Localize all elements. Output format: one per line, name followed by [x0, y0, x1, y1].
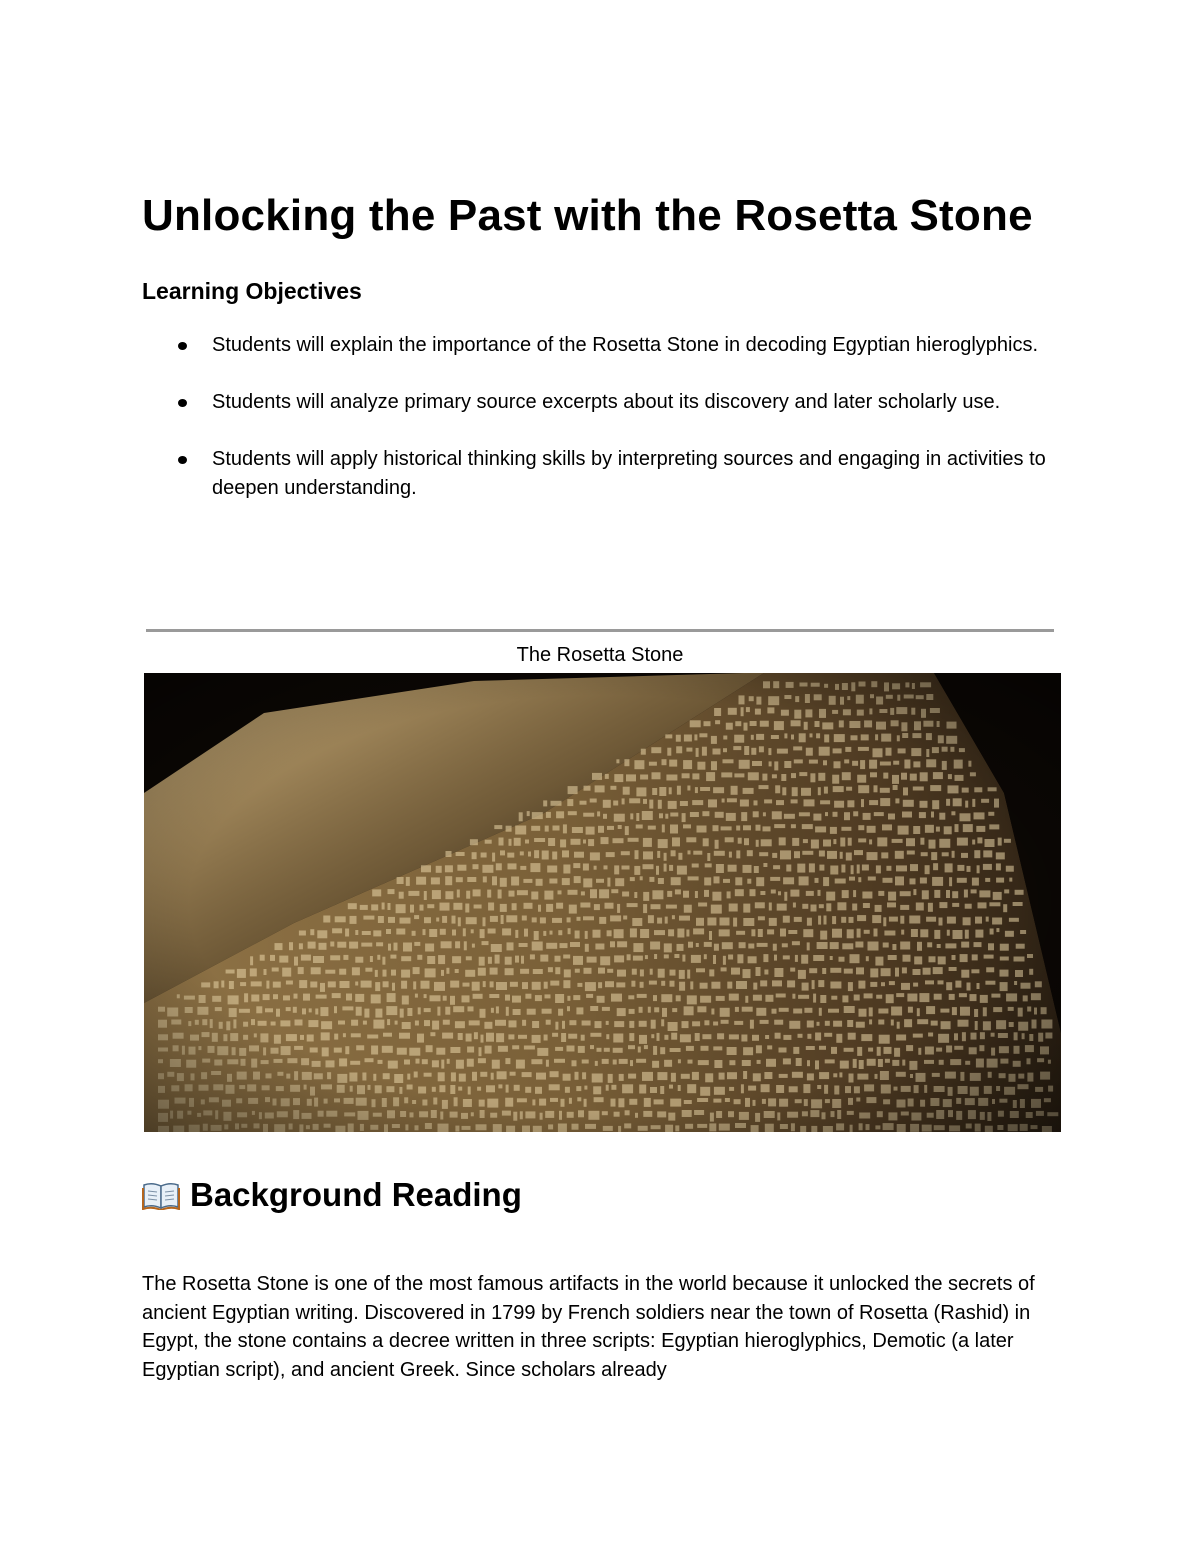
horizontal-divider: [146, 629, 1054, 632]
learning-objectives-heading: Learning Objectives: [142, 278, 362, 304]
objective-item: [142, 445, 1062, 503]
bullet-icon: [178, 399, 187, 407]
objective-text: Students will apply historical thinking skills by interpreting sources and engaging in activities to deepen understanding.: [212, 448, 1046, 499]
rosetta-stone-photo: [144, 673, 1061, 1132]
background-reading-paragraph: The Rosetta Stone is one of the most famous artifacts in the world because it unlocked the secrets of ancient Egyptian writing. Discovered in 1799 by French soldiers near the town of Rosetta (Rashid) in Egypt, the stone contains a decree written in three scripts: Egyptian hieroglyphics, Demotic (a later Egyptian script), and ancient Greek. Since scholars already: [142, 1273, 1035, 1381]
background-reading-heading: [142, 1174, 522, 1220]
bullet-icon: [178, 456, 187, 464]
figure-caption: The Rosetta Stone: [516, 644, 684, 666]
page-title: Unlocking the Past with the Rosetta Stone: [142, 191, 1033, 240]
objective-item: [142, 388, 1062, 417]
learning-objectives-list: [142, 331, 1062, 531]
background-reading-heading-text: Background Reading: [190, 1176, 522, 1213]
open-book-icon: [142, 1178, 180, 1220]
objective-item: [142, 331, 1062, 360]
objective-text: Students will analyze primary source excerpts about its discovery and later scholarly use.: [212, 391, 1001, 413]
bullet-icon: [178, 342, 187, 350]
objective-text: Students will explain the importance of the Rosetta Stone in decoding Egyptian hieroglyphics.: [212, 334, 1039, 356]
